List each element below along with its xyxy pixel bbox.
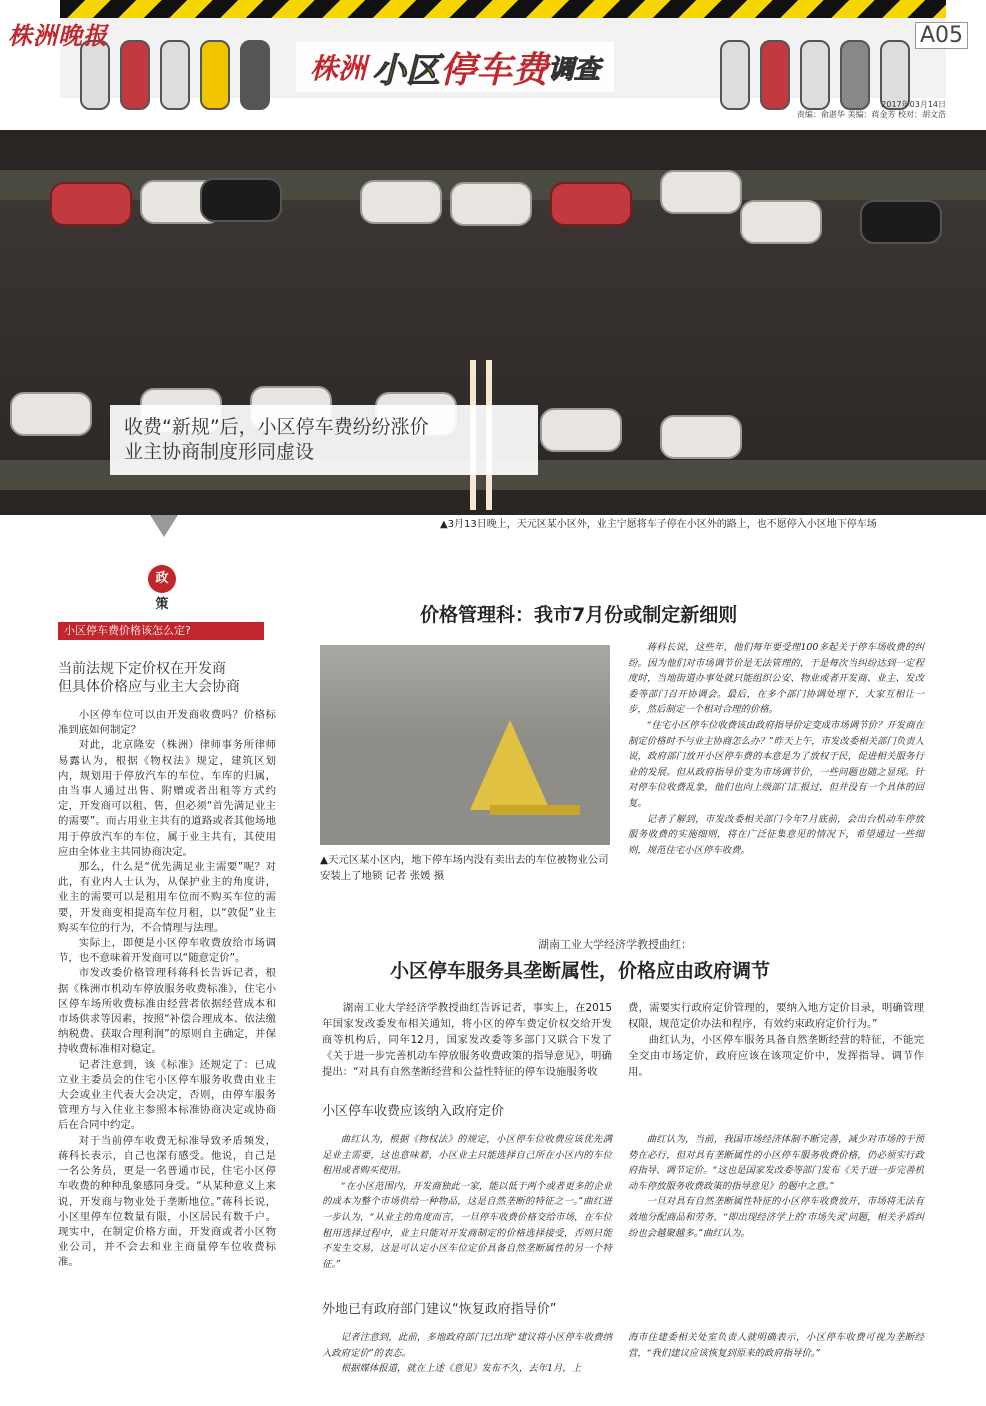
policy-headline: [58, 660, 240, 696]
monopoly-headline: 小区停车服务具垄断属性，价格应由政府调节: [390, 960, 771, 982]
paragraph: 小区停车位可以由开发商收费吗？价格标准到底如何制定？: [58, 709, 276, 737]
policy-headline-line2: 但具体价格应与业主大会协商: [58, 679, 240, 695]
hero-headline-line2: 业主协商制度形同虚设: [124, 441, 315, 463]
paragraph: 海市住建委相关处室负责人就明确表示，小区停车收费可视为垄断经营，“我们建议应该恢复到原来的政府指导价。”: [628, 1332, 924, 1359]
policy-headline-line1: 当前法规下定价权在开发商: [58, 661, 226, 677]
car-icon: [720, 40, 750, 110]
parked-car: [200, 178, 282, 222]
parked-car: [550, 182, 632, 226]
paragraph: 记者注意到，该《标准》还规定了：已成立业主委员会的住宅小区停车服务收费由业主大会或业主代表大会决定，否则，由停车服务管理方与入住业主参照本标准协商决定或协商后在合同中约定。: [58, 1058, 276, 1132]
parked-car: [50, 182, 132, 226]
paragraph: 湖南工业大学经济学教授曲红告诉记者，事实上，在2015年国家发改委发布相关通知，将小区的停车费定价权交给开发商等机构后，同年12月，国家发改委等多部门又联合下发了《关于进一步完善机动车停放服务收费政策的指导意见》，明确提出：“对具有自然垄断经营和公益性特征的停车设施服务收: [322, 1002, 612, 1078]
title-city: 株洲: [310, 52, 367, 85]
subhead-restore-guidance: 外地已有政府部门建议“恢复政府指导价”: [322, 1302, 557, 1317]
paragraph: 费，需要实行政府定价管理的，要纳入地方定价目录，明确管理权限，规范定价办法和程序，有效约束政府定价行为。”: [628, 1002, 924, 1030]
hero-caption: ▲3月13日晚上，天元区某小区外，业主宁愿将车子停在小区外的路上，也不愿停入小区地下停车场: [440, 519, 877, 530]
badge-top: 政: [148, 565, 176, 593]
car-icon: [160, 40, 190, 110]
parked-car: [860, 200, 942, 244]
masthead: [0, 0, 986, 122]
section-title: [296, 42, 614, 92]
sub1-body-left: [322, 1132, 612, 1272]
paragraph: 记者注意到，此前，多地政府部门已出现“建议将小区停车收费纳入政府定价”的表态。: [322, 1332, 612, 1359]
paragraph: “住宅小区停车位收费该由政府指导价定变成市场调节价？开发商在制定价格时不与业主协商怎么办？”昨天上午，市发改委相关部门负责人说，政府部门放开小区停车费的本意是为了放权于民，促进相关服务行业的发展。但从政府指导价变为市场调节价，一些问题也随之显现。针对停车位收费乱象，他们也向上级部门汇报过，但并没有一个具体的回复。: [628, 719, 924, 809]
paragraph: 曲红认为，根据《物权法》的规定，小区停车位收费应该优先满足业主需要，这也意味着，小区业主只能选择自己所在小区内的车位租用或者购买使用。: [322, 1134, 612, 1177]
credits: 责编：俞湛华 美编：蒋金芳 校对：胡文浩: [796, 110, 946, 119]
paragraph: 那么，什么是“优先满足业主需要”呢？对此，有业内人士认为，从保护业主的角度讲，业主的需要可以是租用车位而不购买车位的需要，开发商变相提高车位月租，以“敦促”业主购买车位的行为，不合情理与法理。: [58, 861, 276, 934]
parked-car: [660, 170, 742, 214]
section-tag: 小区停车费价格该怎么定?: [58, 622, 264, 640]
paragraph: “在小区范围内，开发商独此一家，能以低于两个或者更多的企业的成本为整个市场供给一种物品，这是自然垄断的特征之一。”曲红进一步认为，“从业主的角度而言，一旦停车收费价格交给市场，在车位租用选择过程中，业主只能对开发商制定的价格选择接受，否则只能不发生交易，这是可认定小区车位定价具备自然垄断属性的另一个特征。”: [322, 1180, 612, 1270]
dateline: [797, 100, 946, 120]
price-body: [628, 640, 924, 858]
parked-car: [740, 200, 822, 244]
monopoly-intro-left: [322, 1000, 612, 1080]
paragraph: 曲红认为，当前，我国市场经济体制不断完善，减少对市场的干预势在必行，但对具有垄断属性的小区停车服务收费价格，仍必须实行政府指导、调节定价。“这也是国家发改委等部门发布《关于进一步完善机动车停放服务收费政策的指导意见》的题中之意。”: [628, 1134, 924, 1192]
car-icon: [240, 40, 270, 110]
parked-car: [660, 415, 742, 459]
hero-photo: [0, 130, 986, 515]
hazard-stripe: [60, 0, 946, 18]
photo-caption: ▲天元区某小区内，地下停车场内没有卖出去的车位被物业公司安装上了地锁 记者 张媛 摄: [320, 854, 609, 882]
hero-headline-line1: 收费“新规”后，小区停车费纷纷涨价: [124, 416, 429, 438]
paragraph: 对此，北京隆安（株洲）律师事务所律师易露认为，根据《物权法》规定，建筑区划内，规划用于停放汽车的车位、车库的归属，由当事人通过出售、附赠或者出租等方式约定，开发商可以租、售，但必须“首先满足业主的需要”。而占用业主共有的道路或者其他场地用于停放汽车的车位，属于业主共有，其使用应由全体业主共同协商决定。: [58, 739, 276, 858]
newspaper-logo: 株洲晚报: [8, 21, 108, 50]
paragraph: 曲红认为，小区停车服务具备自然垄断经营的特征，不能完全交由市场定价，政府应该在该项定价中，发挥指导、调节作用。: [628, 1034, 924, 1078]
paragraph: 蒋科长说，这些年，他们每年要受理100多起关于停车场收费的纠纷。因为他们对市场调节价是无法管理的，于是每次当纠纷达到一定程度时，当地街道办事处就只能组织公安、物业或者开发商、业主、发改委等部门召开协调会。最后，在多个部门协调处理下，大家互相让一步，然后制定一个相对合理的价格。: [628, 642, 924, 716]
sub2-body-right: [628, 1330, 924, 1361]
sub1-body-right: [628, 1132, 924, 1241]
page-number: A05: [915, 22, 968, 49]
parked-car: [360, 180, 442, 224]
parking-garage-photo: [320, 645, 610, 845]
parked-car: [10, 392, 92, 436]
paragraph: 记者了解到，市发改委相关部门今年7月底前，会出台机动车停放服务收费的实施细则，将在广泛征集意见的情况下，希望通过一些细则，规范住宅小区停车收费。: [628, 813, 924, 856]
parked-car: [540, 408, 622, 452]
badge-bottom: 策: [155, 597, 169, 612]
parking-lock: [470, 720, 550, 810]
price-headline: 价格管理科：我市7月份或制定新细则: [420, 604, 738, 626]
car-icon: [200, 40, 230, 110]
kicker: 湖南工业大学经济学教授曲红：: [538, 938, 692, 951]
policy-badge: [148, 565, 176, 612]
monopoly-intro-right: [628, 1000, 924, 1080]
paragraph: 市发改委价格管理科蒋科长告诉记者，根据《株洲市机动车停放服务收费标准》，住宅小区停车场所收费标准由经营者依据经营成本和市场供求等因素，按照“补偿合理成本、依法缴纳税费、获取合理利润”的原则自主确定，并保持收费标准相对稳定。: [58, 967, 276, 1056]
paragraph: 一旦对具有自然垄断属性特征的小区停车收费放开，市场将无法有效地分配商品和劳务，“即出现经济学上的‘市场失灵’问题，相关矛盾纠纷也会越聚越多。”曲红认为。: [628, 1196, 924, 1239]
hero-headline: [110, 405, 538, 475]
paragraph: 根据媒体报道，就在上述《意见》发布不久，去年1月，上: [340, 1363, 582, 1375]
policy-body: [58, 708, 276, 1271]
issue-date: 2017年03月14日: [881, 100, 946, 109]
subhead-government-pricing: 小区停车收费应该纳入政府定价: [322, 1104, 505, 1119]
sub2-body-left: [322, 1330, 612, 1377]
car-icon: [120, 40, 150, 110]
title-topic: 停车费: [440, 49, 549, 91]
title-suffix: 调查: [548, 54, 601, 85]
parked-car: [450, 182, 532, 226]
paragraph: 对于当前停车收费无标准导致矛盾频发，蒋科长表示，自己也深有感受。他说，自己是一名公务员，更是一名普通市民，住宅小区停车收费的种种乱象感同身受。“从某种意义上来说，开发商与物业处于垄断地位。”蒋科长说，小区里停车位数量有限，小区居民有数千户。现实中，在制定价格方面，开发商或者小区物业公司，并不会去和业主商量停车位收费标准。: [58, 1134, 276, 1269]
title-area: 小区: [372, 50, 441, 91]
callout-pointer: [150, 515, 178, 537]
paragraph: 实际上，即便是小区停车收费放给市场调节，也不意味着开发商可以“随意定价”。: [58, 937, 276, 965]
car-icon: [760, 40, 790, 110]
